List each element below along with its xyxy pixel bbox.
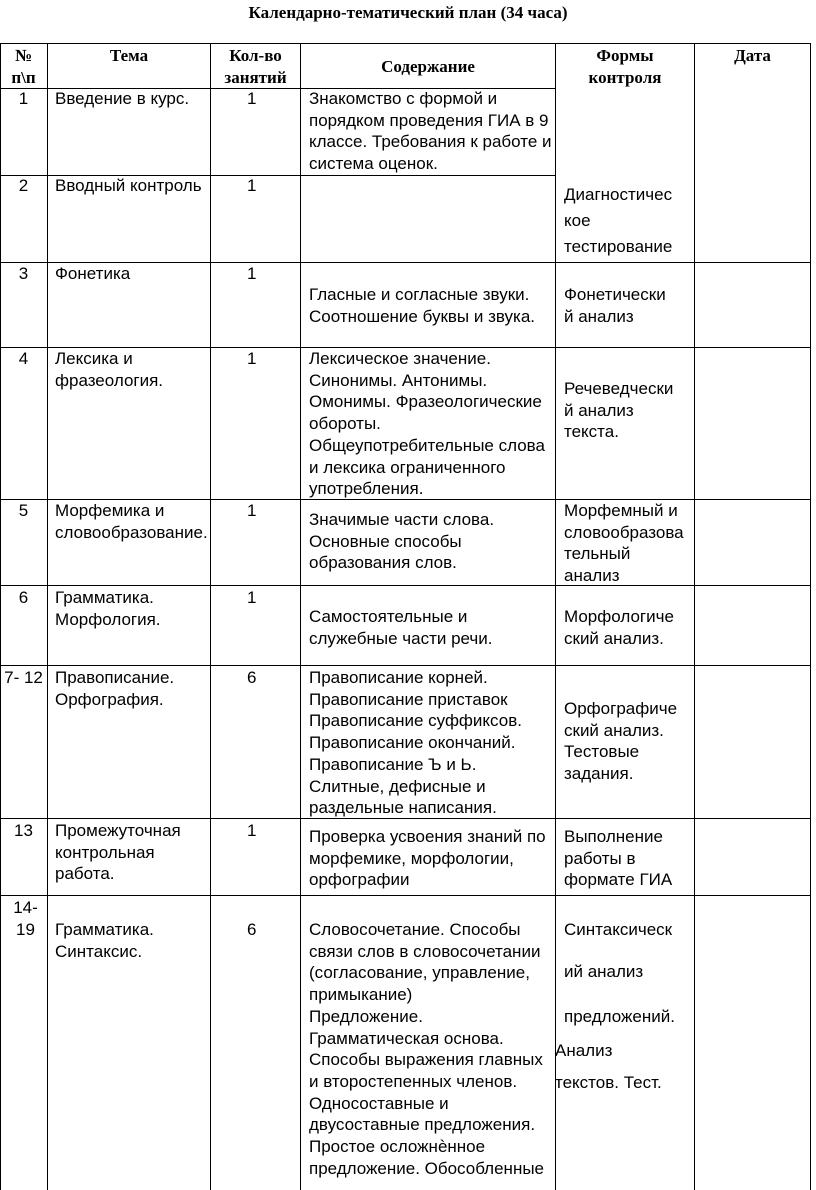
cell-number-line: 6 xyxy=(18,588,29,607)
cell-number-line: 13 xyxy=(14,821,33,840)
col-divider xyxy=(810,43,811,1190)
cell-topic-line: Фонетика xyxy=(55,264,131,283)
cell-forms-line: Диагностичес xyxy=(564,185,673,204)
cell-topic xyxy=(55,88,189,110)
cell-topic-line: Морфемика и xyxy=(55,501,165,520)
cell-forms-line: Анализ xyxy=(555,1041,613,1060)
cell-number xyxy=(0,175,47,197)
cell-forms-line: кое xyxy=(564,211,591,230)
cell-count: 1 xyxy=(247,349,257,368)
cell-forms xyxy=(564,284,666,327)
cell-content-line: Синонимы. Антонимы. xyxy=(309,370,488,390)
cell-content-line: Способы выражения главных xyxy=(309,1050,543,1070)
header-forms-line: контроля xyxy=(588,68,662,87)
cell-content-line: Лексическое значение. xyxy=(309,349,491,368)
cell-forms-line: й анализ xyxy=(564,306,634,326)
cell-count: 6 xyxy=(247,920,257,939)
table-border-top xyxy=(0,43,811,44)
row-divider xyxy=(0,665,811,666)
header-count-line: Кол-во xyxy=(229,46,282,65)
cell-topic-line: Вводный контроль xyxy=(55,176,202,195)
cell-number-line: 5 xyxy=(18,501,29,520)
cell-forms-line: формате ГИА xyxy=(564,870,673,890)
cell-forms-line: Выполнение xyxy=(564,827,663,846)
row-divider xyxy=(0,585,811,586)
cell-forms-line: словообразова xyxy=(564,522,684,542)
cell-topic-line: Синтаксис. xyxy=(55,941,143,961)
cell-content-line: служебные части речи. xyxy=(309,628,493,648)
cell-content xyxy=(309,826,546,891)
page-title: Календарно-тематический план (34 часа) xyxy=(248,3,568,22)
cell-content-line: обороты. xyxy=(309,414,381,434)
cell-content-line: и лексика ограниченного xyxy=(309,457,506,477)
cell-number-line: 1 xyxy=(18,89,29,108)
cell-number-line: 19 xyxy=(16,919,35,939)
cell-content-line: и второстепенных членов. xyxy=(309,1071,518,1091)
cell-forms-line: Синтаксическ xyxy=(564,920,673,939)
cell-content-line: Слитные, дефисные и xyxy=(309,776,486,796)
cell-topic xyxy=(55,175,202,197)
cell-topic-line: Правописание. xyxy=(55,668,175,687)
cell-content-line: Омонимы. Фразеологические xyxy=(309,392,542,412)
cell-content-line: Словосочетание. Способы xyxy=(309,920,521,939)
cell-content xyxy=(309,88,552,175)
header-date: Дата xyxy=(734,46,771,65)
cell-number-line: 2 xyxy=(18,176,29,195)
cell-number xyxy=(2,897,49,940)
cell-number-line: 7- 12 xyxy=(4,668,43,687)
cell-topic xyxy=(55,500,208,543)
cell-forms-line: ий анализ xyxy=(564,962,644,981)
cell-number-line: 4 xyxy=(18,349,29,368)
header-forms-line: Формы xyxy=(596,46,654,65)
header-forms xyxy=(556,45,694,89)
cell-content-line: Правописание корней. xyxy=(309,668,488,687)
cell-content-line: Правописание приставок xyxy=(309,689,508,709)
cell-forms-line: работы в xyxy=(564,848,636,868)
cell-topic xyxy=(55,667,174,710)
cell-forms-line: тестирование xyxy=(564,237,673,256)
cell-topic-line: Лексика и xyxy=(55,349,133,368)
cell-topic xyxy=(55,919,154,962)
cell-content-line: предложение. Обособленные xyxy=(309,1158,545,1178)
cell-content-line: связи слов в словосочетании xyxy=(309,941,541,961)
cell-content-line: раздельные написания. xyxy=(309,798,497,818)
col-divider xyxy=(210,43,211,1190)
cell-number xyxy=(0,263,47,285)
cell-forms xyxy=(564,698,677,785)
header-num-line: № xyxy=(14,46,33,65)
cell-content-line: классе. Требования к работе и xyxy=(309,132,552,152)
cell-forms-line: Тестовые xyxy=(564,742,640,762)
cell-content-line: Знакомство с формой и xyxy=(309,89,498,108)
cell-forms-line: текста. xyxy=(564,422,619,442)
cell-content-line: Предложение. xyxy=(309,1006,423,1026)
cell-forms-line: й анализ xyxy=(564,400,634,420)
cell-forms-line: Фонетически xyxy=(564,285,666,304)
cell-topic xyxy=(55,587,161,630)
header-count xyxy=(211,45,300,89)
header-num-line: п\п xyxy=(11,68,36,87)
col-divider xyxy=(555,43,556,1190)
cell-forms-line: текстов. Тест. xyxy=(555,1073,662,1092)
cell-forms-line: предложений. xyxy=(564,1007,675,1026)
col-divider xyxy=(0,43,1,1190)
cell-content xyxy=(309,509,494,574)
cell-forms-line: ский анализ. xyxy=(564,720,664,740)
cell-content-line: (согласование, управление, xyxy=(309,963,530,983)
cell-content-line: Правописание окончаний. xyxy=(309,733,516,753)
cell-count: 6 xyxy=(247,668,257,687)
cell-topic-line: контрольная xyxy=(55,842,155,862)
cell-number-line: 14- xyxy=(13,898,38,917)
header-count-line: занятий xyxy=(224,68,287,87)
cell-number xyxy=(0,587,47,609)
cell-content-line: порядком проведения ГИА в 9 xyxy=(309,110,549,130)
cell-content xyxy=(309,667,522,819)
cell-forms-line: анализ xyxy=(564,566,620,586)
cell-content xyxy=(309,606,493,649)
cell-content-line: Самостоятельные и xyxy=(309,607,468,626)
cell-content-line: Правописание Ъ и Ь. xyxy=(309,754,477,774)
cell-topic-line: Морфология. xyxy=(55,609,161,629)
cell-content-line: Простое осложнѐнное xyxy=(309,1137,486,1157)
cell-content-line: Грамматическая основа. xyxy=(309,1028,504,1048)
cell-content-line: Правописание суффиксов. xyxy=(309,711,522,731)
cell-topic-line: фразеология. xyxy=(55,370,164,390)
cell-content-line: Соотношение буквы и звука. xyxy=(309,306,536,326)
cell-topic-line: словообразование. xyxy=(55,522,208,542)
cell-number xyxy=(0,820,47,842)
cell-topic xyxy=(55,820,181,885)
cell-number xyxy=(0,667,47,689)
cell-forms xyxy=(564,182,672,260)
cell-count: 1 xyxy=(247,176,257,195)
cell-topic-line: Грамматика. xyxy=(55,588,154,607)
cell-count: 1 xyxy=(247,89,257,108)
cell-content-line: Значимые части слова. xyxy=(309,510,495,529)
cell-forms xyxy=(564,500,684,587)
cell-content-line: система оценок. xyxy=(309,154,438,174)
header-content: Содержание xyxy=(381,57,475,76)
cell-content-line: примыкание) xyxy=(309,985,413,1005)
cell-topic-line: Промежуточная xyxy=(55,821,181,840)
cell-topic-line: Введение в курс. xyxy=(55,89,190,108)
cell-content-line: орфографии xyxy=(309,870,410,890)
cell-forms-line: задания. xyxy=(564,764,634,784)
row-divider xyxy=(0,895,811,896)
cell-content-line: образования слов. xyxy=(309,553,457,573)
cell-content-line: Проверка усвоения знаний по xyxy=(309,827,546,846)
cell-forms-line: ский анализ. xyxy=(564,628,664,648)
cell-forms-line: Речеведчески xyxy=(564,379,674,398)
cell-number xyxy=(0,348,47,370)
cell-forms-line: Морфологиче xyxy=(564,607,674,626)
cell-topic-line: Грамматика. xyxy=(55,920,154,939)
cell-number xyxy=(0,88,47,110)
col-divider xyxy=(300,43,301,1190)
cell-count: 1 xyxy=(247,264,257,283)
cell-forms xyxy=(564,378,673,443)
cell-forms-line: Морфемный и xyxy=(564,501,678,520)
cell-content-line: Общеупотребительные слова xyxy=(309,435,545,455)
header-num xyxy=(0,45,47,89)
cell-topic xyxy=(55,348,163,391)
cell-forms-line: тельный xyxy=(564,544,631,564)
cell-content-line: двусоставные предложения. xyxy=(309,1115,536,1135)
cell-content-line: Основные способы xyxy=(309,531,462,551)
cell-count: 1 xyxy=(247,588,257,607)
cell-count: 1 xyxy=(247,501,257,520)
cell-number-line: 3 xyxy=(18,264,29,283)
cell-topic-line: Орфография. xyxy=(55,689,164,709)
cell-content xyxy=(309,284,535,327)
cell-content-line: употребления. xyxy=(309,479,424,499)
cell-content-line: Гласные и согласные звуки. xyxy=(309,285,530,304)
cell-content xyxy=(309,348,545,500)
header-topic: Тема xyxy=(109,46,149,65)
cell-count: 1 xyxy=(247,821,257,840)
col-divider xyxy=(694,43,695,1190)
cell-content-line: Односоставные и xyxy=(309,1093,449,1113)
cell-topic xyxy=(55,263,130,285)
col-divider xyxy=(47,43,48,1190)
cell-number xyxy=(0,500,47,522)
cell-forms xyxy=(564,826,672,891)
cell-topic-line: работа. xyxy=(55,864,115,884)
cell-content-line: морфемике, морфологии, xyxy=(309,848,514,868)
cell-content xyxy=(309,919,544,1179)
cell-forms-line: Орфографиче xyxy=(564,699,678,718)
cell-forms xyxy=(564,606,674,649)
